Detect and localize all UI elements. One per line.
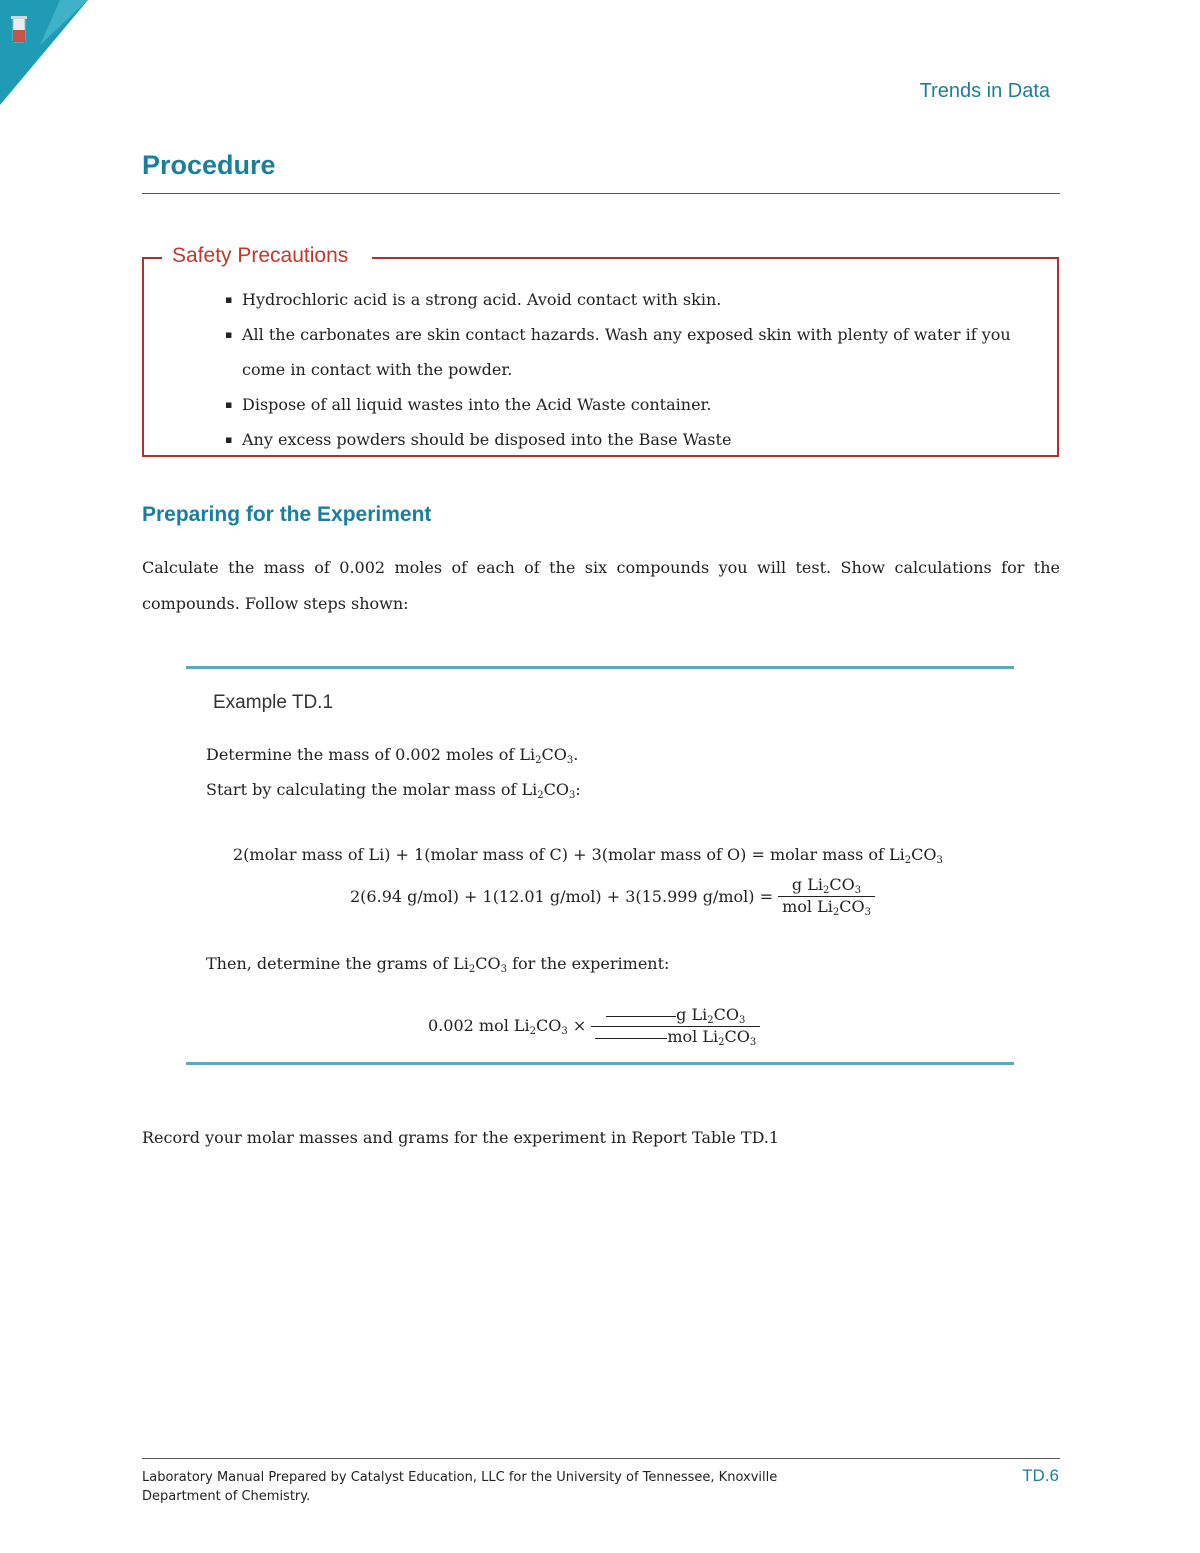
safety-title: Safety Precautions <box>172 244 349 267</box>
example-line-start: Start by calculating the molar mass of $Li_2CO_3$: <box>206 780 581 801</box>
equation-molar-mass-words: 2(molar mass of Li) + 1(molar mass of C) + 3(molar mass of O) = molar mass of $Li_2CO_3$ <box>233 845 943 866</box>
blank-line <box>606 1016 676 1017</box>
example-title: Example TD.1 <box>213 692 334 713</box>
running-header: Trends in Data <box>919 80 1050 102</box>
intro-paragraph: Calculate the mass of 0.002 moles of each of the six compounds you will test. Show calculations for the compounds. Follow steps shown: <box>142 558 1060 613</box>
title-divider <box>142 193 1060 194</box>
page-title: Procedure <box>142 150 276 180</box>
record-instruction: Record your molar masses and grams for the experiment in Report Table TD.1 <box>142 1128 780 1147</box>
example-line-determine: Determine the mass of 0.002 moles of $Li_2CO_3$. <box>206 745 579 766</box>
page-number: TD.6 <box>1022 1466 1059 1485</box>
beaker-icon <box>11 16 27 42</box>
safety-list <box>225 282 1045 457</box>
section-title: Preparing for the Experiment <box>142 503 432 526</box>
safety-item: ▪ Any excess powders should be disposed into the Base Waste <box>225 422 1045 457</box>
example-bottom-rule <box>186 1062 1014 1065</box>
fraction-g-per-mol: $\frac{g Li_2CO_3}{mol Li_2CO_3}$ <box>778 875 875 918</box>
safety-item: ▪ Dispose of all liquid wastes into the Acid Waste container. <box>225 387 1045 422</box>
safety-border-top-left <box>142 257 162 259</box>
equation-molar-mass-values: 2(6.94 g/mol) + 1(12.01 g/mol) + 3(15.999 g/mol) = $\frac{g Li_2CO_3}{mol Li_2CO_3}$ <box>350 875 875 918</box>
safety-border-top-right <box>372 257 1059 259</box>
equation-grams: 0.002 mol $Li_2CO_3$ × $\frac{g Li_2CO_3}{mol Li_2CO_3}$ <box>428 1005 760 1048</box>
example-line-then: Then, determine the grams of $Li_2CO_3$ for the experiment: <box>206 954 670 975</box>
safety-item: ▪ All the carbonates are skin contact hazards. Wash any exposed skin with plenty of water if you come in contact with the powder. <box>225 317 1045 387</box>
example-top-rule <box>186 666 1014 669</box>
corner-decoration <box>0 0 90 110</box>
fraction-blank-grams: $\frac{g Li_2CO_3}{mol Li_2CO_3}$ <box>591 1005 760 1048</box>
safety-item: ▪ Hydrochloric acid is a strong acid. Avoid contact with skin. <box>225 282 1045 317</box>
footer-divider <box>142 1458 1060 1459</box>
blank-line <box>595 1038 667 1039</box>
footer-credit: Laboratory Manual Prepared by Catalyst Education, LLC for the University of Tennessee, Knoxville Department of Chemistry. <box>142 1470 778 1504</box>
